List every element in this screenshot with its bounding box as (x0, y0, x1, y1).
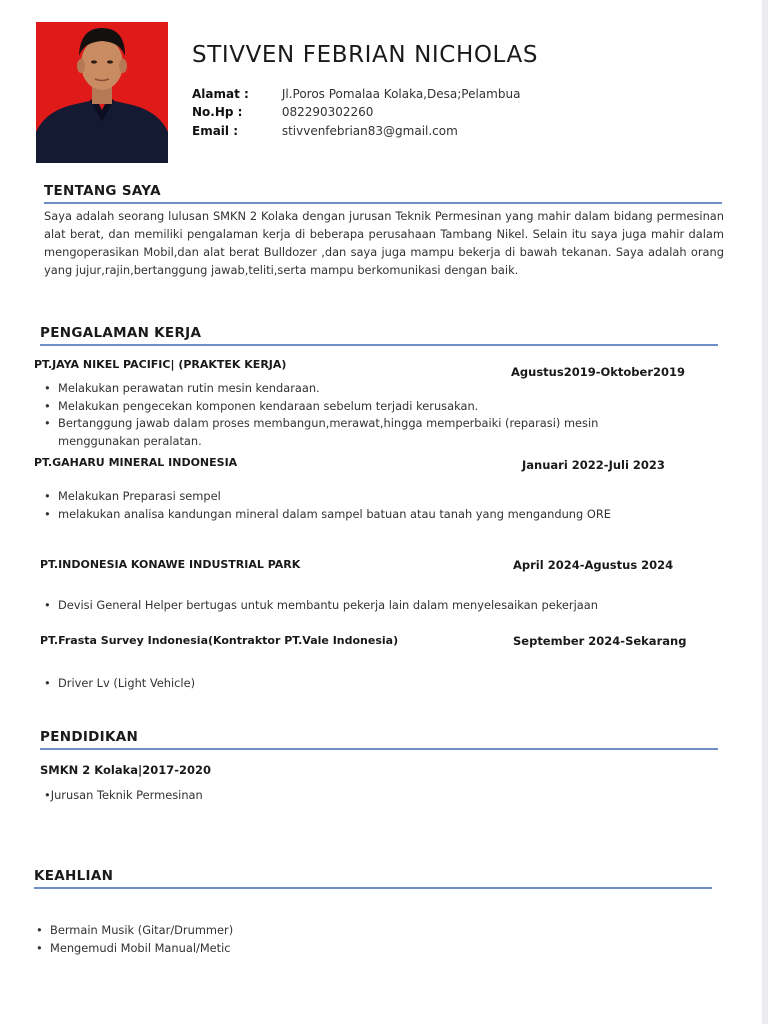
contact-email (192, 124, 458, 138)
job-company: PT.Frasta Survey Indonesia(Kontraktor PT.Vale Indonesia) (40, 634, 399, 647)
section-rule-education (40, 748, 718, 750)
job-period: Januari 2022-Juli 2023 (522, 458, 665, 472)
address-label: Alamat : (192, 87, 249, 101)
phone-value: 082290302260 (281, 105, 374, 119)
job-company: PT.JAYA NIKEL PACIFIC| (PRAKTEK KERJA) (34, 358, 287, 371)
skills-list (30, 922, 430, 957)
section-rule-experience (40, 344, 718, 346)
section-title-experience: PENGALAMAN KERJA (40, 325, 202, 341)
job-company: PT.GAHARU MINERAL INDONESIA (34, 456, 238, 469)
job-duties (38, 597, 698, 615)
section-title-education: PENDIDIKAN (40, 729, 139, 745)
phone-label: No.Hp : (192, 105, 243, 119)
job-duties (38, 380, 678, 450)
list-item: • melakukan analisa kandungan mineral dalam sampel batuan atau tanah yang mengandung ORE (38, 506, 698, 524)
education-major: •Jurusan Teknik Permesinan (44, 788, 203, 802)
about-text: Saya adalah seorang lulusan SMKN 2 Kolaka dengan jurusan Teknik Permesinan yang mahir dalam bidang permesinan alat berat, dan memiliki pengalaman kerja di beberapa perusahaan Tambang Nikel. Selain itu saya juga mahir dalam mengoperasikan Mobil,dan alat berat Bulldozer ,dan saya juga mampu bekerja di bawah tekanan. Saya adalah orang yang jujur,rajin,bertanggung jawab,teliti,serta mampu berkomunikasi dengan baik. (44, 209, 724, 277)
section-title-about: TENTANG SAYA (44, 183, 161, 199)
list-item: • Driver Lv (Light Vehicle) (38, 675, 678, 693)
list-item: • Melakukan pengecekan komponen kendaraan sebelum terjadi kerusakan. (38, 398, 678, 416)
address-value: Jl.Poros Pomalaa Kolaka,Desa;Pelambua (281, 87, 521, 101)
email-value: stivvenfebrian83@gmail.com (281, 124, 458, 138)
job-period: September 2024-Sekarang (513, 634, 687, 648)
list-item: • Devisi General Helper bertugas untuk membantu pekerja lain dalam menyelesaikan pekerjaan (38, 597, 698, 615)
section-title-skills: KEAHLIAN (34, 868, 114, 884)
list-item: • Melakukan Preparasi sempel (38, 488, 698, 506)
contact-address (192, 87, 520, 101)
job-company: PT.INDONESIA KONAWE INDUSTRIAL PARK (40, 558, 301, 571)
section-rule-about (44, 202, 722, 204)
candidate-name: STIVVEN FEBRIAN NICHOLAS (192, 42, 539, 68)
list-item: • Melakukan perawatan rutin mesin kendaraan. (38, 380, 678, 398)
list-item: • Mengemudi Mobil Manual/Metic (30, 940, 430, 958)
profile-photo (36, 22, 168, 163)
list-item: • Bertanggung jawab dalam proses membangun,merawat,hingga memperbaiki (reparasi) mesin menggunakan peralatan. (38, 415, 678, 450)
list-item: • Bermain Musik (Gitar/Drummer) (30, 922, 430, 940)
job-duties (38, 675, 678, 693)
job-period: Agustus2019-Oktober2019 (511, 365, 686, 379)
contact-phone (192, 105, 373, 119)
email-label: Email : (192, 124, 239, 138)
education-school: SMKN 2 Kolaka|2017-2020 (40, 763, 211, 777)
page-edge (762, 0, 768, 1024)
job-period: April 2024-Agustus 2024 (513, 558, 674, 572)
job-duties (38, 488, 698, 523)
section-rule-skills (34, 887, 712, 889)
